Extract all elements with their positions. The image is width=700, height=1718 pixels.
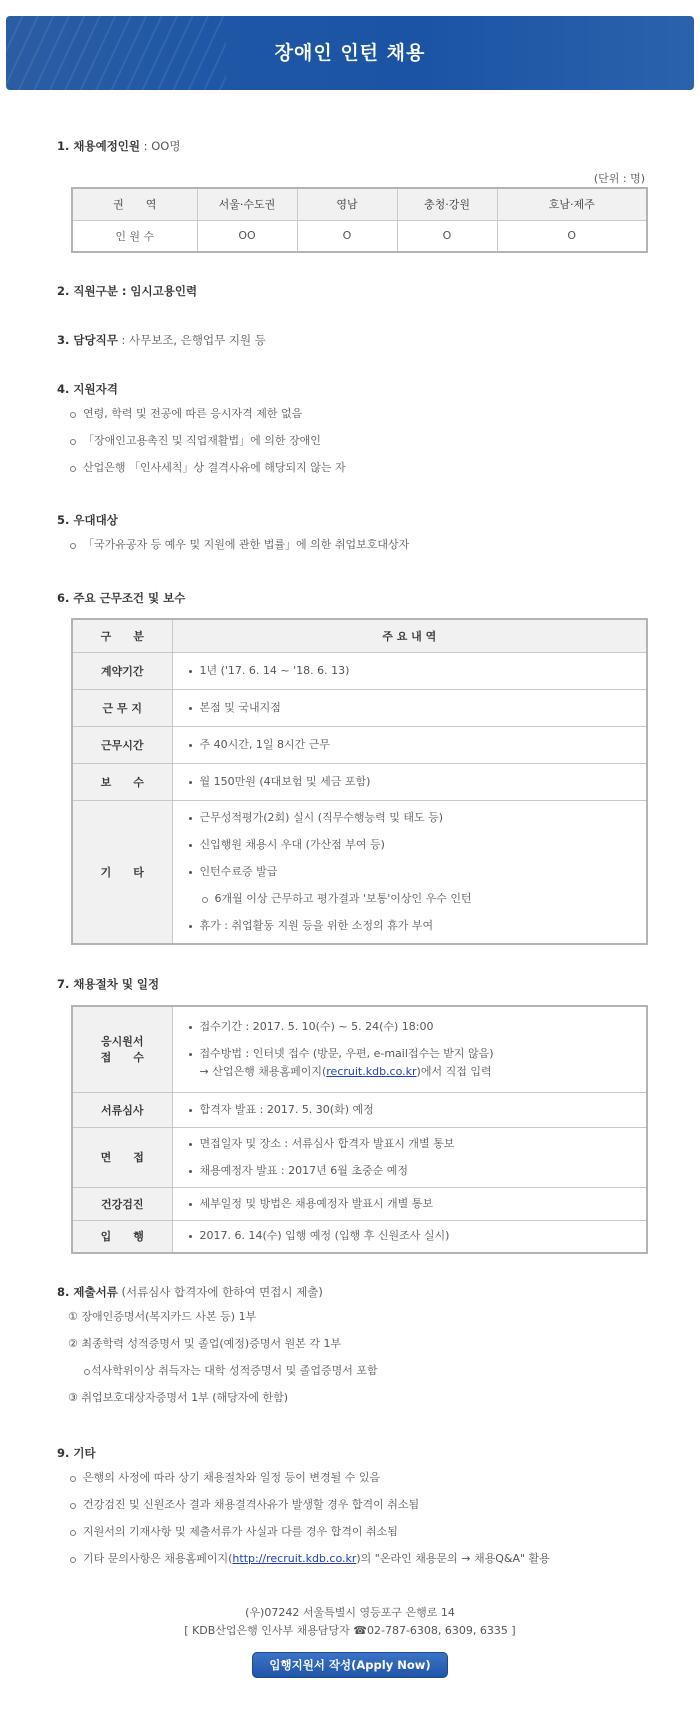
section-1-value: : OO명: [140, 139, 181, 153]
text-fragment: 기타 문의사항은 채용홈페이지(: [83, 1552, 233, 1565]
row-content: [172, 1187, 647, 1220]
row-content: [172, 652, 647, 689]
table-row: [72, 763, 647, 800]
row-content: [172, 726, 647, 763]
table-cell: OO: [197, 220, 297, 252]
list-item: 연령, 학력 및 전공에 따른 응시자격 제한 없음: [70, 405, 346, 432]
list-item: 건강검진 및 신원조사 결과 채용결격사유가 발생할 경우 합격이 취소됨: [70, 1496, 550, 1523]
table-row: [72, 689, 647, 726]
list-item: ③ 취업보호대상자증명서 1부 (해당자에 한함): [68, 1391, 289, 1404]
row-label: [72, 1006, 172, 1092]
list-item: 은행의 사정에 따라 상기 채용절차와 일정 등이 변경될 수 있음: [70, 1469, 550, 1496]
row-content: [172, 1006, 647, 1092]
row-label: 인 원 수: [72, 220, 197, 252]
header-cell: 충청·강원: [397, 188, 497, 220]
list-item: 근무성적평가(2회) 실시 (직무수행능력 및 태도 등): [187, 809, 647, 827]
row-label: 근 무 지: [72, 689, 172, 726]
list-item: ② 최종학력 성적증명서 및 졸업(예정)증명서 원본 각 1부: [68, 1337, 342, 1350]
list-item: 신입행원 채용시 우대 (가산점 부여 등): [187, 836, 647, 854]
preference-list: [70, 536, 409, 563]
list-item: 월 150만원 (4대보험 및 세금 포함): [187, 773, 647, 791]
header-cell: 호남·제주: [497, 188, 647, 220]
table-row: [72, 652, 647, 689]
row-label-line: 접 수: [100, 1051, 144, 1065]
list-item: 휴가 : 취업활동 지원 등을 위한 소정의 휴가 부여: [187, 917, 647, 935]
headcount-table: [71, 187, 648, 253]
section-9-title: 9. 기타: [57, 1446, 96, 1460]
row-label: 면 접: [72, 1127, 172, 1187]
unit-label: (단위 : 명): [593, 172, 645, 185]
title-banner: [6, 16, 694, 90]
cell-list: [187, 773, 647, 791]
section-8-heading: [57, 1284, 323, 1300]
table-row: [72, 1220, 647, 1253]
list-item: 면접일자 및 장소 : 서류심사 합격자 발표시 개별 통보: [187, 1135, 647, 1153]
row-content: [172, 689, 647, 726]
table-row: [72, 1092, 647, 1127]
documents-list: [68, 1308, 378, 1416]
header-cell: 권 역: [72, 188, 197, 220]
conditions-header-row: [72, 619, 647, 652]
row-label: 기 타: [72, 800, 172, 944]
row-label-line: 응시원서: [100, 1035, 144, 1049]
list-item: 지원서의 기재사항 및 제출서류가 사실과 다를 경우 합격이 취소됨: [70, 1523, 550, 1550]
section-1-heading: [57, 138, 180, 154]
table-row: [72, 1006, 647, 1092]
cell-list: [187, 1101, 647, 1119]
section-8-title: 8. 제출서류: [57, 1285, 118, 1299]
list-item: 세부일정 및 방법은 채용예정자 발표시 개별 통보: [187, 1195, 647, 1213]
section-3-heading: [57, 332, 266, 348]
table-row: [72, 726, 647, 763]
footer-contact: [ KDB산업은행 인사부 채용담당자 ☎02-787-6308, 6309, 6335 ]: [184, 1624, 516, 1637]
cell-list: [187, 662, 647, 680]
cell-list: [187, 1195, 647, 1213]
list-item: 본점 및 국내지점: [187, 699, 647, 717]
list-item: 「장애인고용촉진 및 직업재활법」에 의한 장애인: [70, 432, 346, 459]
list-item: 「국가유공자 등 예우 및 지원에 관한 법률」에 의한 취업보호대상자: [70, 536, 409, 563]
table-row: [72, 800, 647, 944]
header-cell: 서울·수도권: [197, 188, 297, 220]
row-label: 계약기간: [72, 652, 172, 689]
text-fragment: )에서 직접 입력: [416, 1064, 492, 1078]
headcount-header-row: [72, 188, 647, 220]
section-5-title: 5. 우대대상: [57, 513, 118, 527]
section-1-title: 1. 채용예정인원: [57, 139, 141, 153]
row-label: 서류심사: [72, 1092, 172, 1127]
row-content: [172, 1220, 647, 1253]
section-3-value: : 사무보조, 은행업무 지원 등: [117, 333, 266, 347]
section-2-heading: [57, 283, 197, 299]
row-content: [172, 800, 647, 944]
cell-list: [187, 1227, 647, 1245]
text-fragment: → 산업은행 채용홈페이지(: [199, 1064, 327, 1078]
list-item: 2017. 6. 14(수) 입행 예정 (입행 후 신원조사 실시): [187, 1227, 647, 1245]
cell-list: [187, 1135, 647, 1180]
row-content: [172, 1127, 647, 1187]
table-cell: O: [297, 220, 397, 252]
row-label: 입 행: [72, 1220, 172, 1253]
schedule-table: [71, 1005, 648, 1254]
table-cell: O: [497, 220, 647, 252]
row-label: 근무시간: [72, 726, 172, 763]
etc-list: [70, 1469, 550, 1577]
homepage-link[interactable]: http://recruit.kdb.co.kr: [232, 1552, 357, 1565]
cell-list: [187, 699, 647, 717]
section-7-title: 7. 채용절차 및 일정: [57, 977, 160, 991]
cell-list: [187, 809, 647, 935]
text-fragment: )의 "온라인 채용문의 → 채용Q&A" 활용: [356, 1552, 550, 1565]
list-item: [70, 1550, 550, 1577]
page-title: 장애인 인턴 채용: [274, 42, 426, 64]
header-cell: 영남: [297, 188, 397, 220]
list-item: 인턴수료증 발급: [187, 863, 647, 881]
section-8-note: (서류심사 합격자에 한하여 면접시 제출): [117, 1285, 323, 1299]
qualification-list: [70, 405, 346, 486]
cell-list: [187, 736, 647, 754]
work-conditions-table: [71, 618, 648, 945]
table-cell: O: [397, 220, 497, 252]
section-2-value: : 임시고용인력: [117, 284, 198, 298]
list-item: 접수기간 : 2017. 5. 10(수) ~ 5. 24(수) 18:00: [187, 1018, 647, 1036]
list-item: 합격자 발표 : 2017. 5. 30(화) 예정: [187, 1101, 647, 1119]
row-content: [172, 1092, 647, 1127]
list-item: 주 40시간, 1일 8시간 근무: [187, 736, 647, 754]
header-cell: 주 요 내 역: [172, 619, 647, 652]
list-item: 채용예정자 발표 : 2017년 6월 초중순 예정: [187, 1162, 647, 1180]
row-label: 보 수: [72, 763, 172, 800]
list-item: 접수방법 : 인터넷 접수 (방문, 우편, e-mail접수는 받지 않음): [187, 1045, 647, 1063]
headcount-data-row: [72, 220, 647, 252]
section-2-title: 2. 직원구분: [57, 284, 118, 298]
apply-now-button[interactable]: 입행지원서 작성(Apply Now): [252, 1652, 448, 1678]
section-4-title: 4. 지원자격: [57, 382, 118, 396]
row-label: 건강검진: [72, 1187, 172, 1220]
list-item: 1년 ('17. 6. 14 ~ '18. 6. 13): [187, 662, 647, 680]
footer-address: (우)07242 서울특별시 영등포구 은행로 14: [245, 1606, 455, 1619]
row-content: [172, 763, 647, 800]
header-cell: 구 분: [72, 619, 172, 652]
list-item: ① 장애인증명서(복지카드 사본 등) 1부: [68, 1310, 257, 1323]
list-continuation: [187, 1063, 647, 1081]
list-item: 산업은행 「인사세칙」상 결격사유에 해당되지 않는 자: [70, 459, 346, 486]
section-6-title: 6. 주요 근무조건 및 보수: [57, 591, 186, 605]
cell-list: [187, 1018, 647, 1081]
section-3-title: 3. 담당직무: [57, 333, 118, 347]
list-sub-item: 석사학위이상 취득자는 대학 성적증명서 및 졸업증명서 포함: [68, 1362, 378, 1389]
table-row: [72, 1187, 647, 1220]
list-sub-item: 6개월 이상 근무하고 평가결과 '보통'이상인 우수 인턴: [187, 890, 647, 908]
table-row: [72, 1127, 647, 1187]
recruit-link[interactable]: recruit.kdb.co.kr: [326, 1064, 417, 1078]
